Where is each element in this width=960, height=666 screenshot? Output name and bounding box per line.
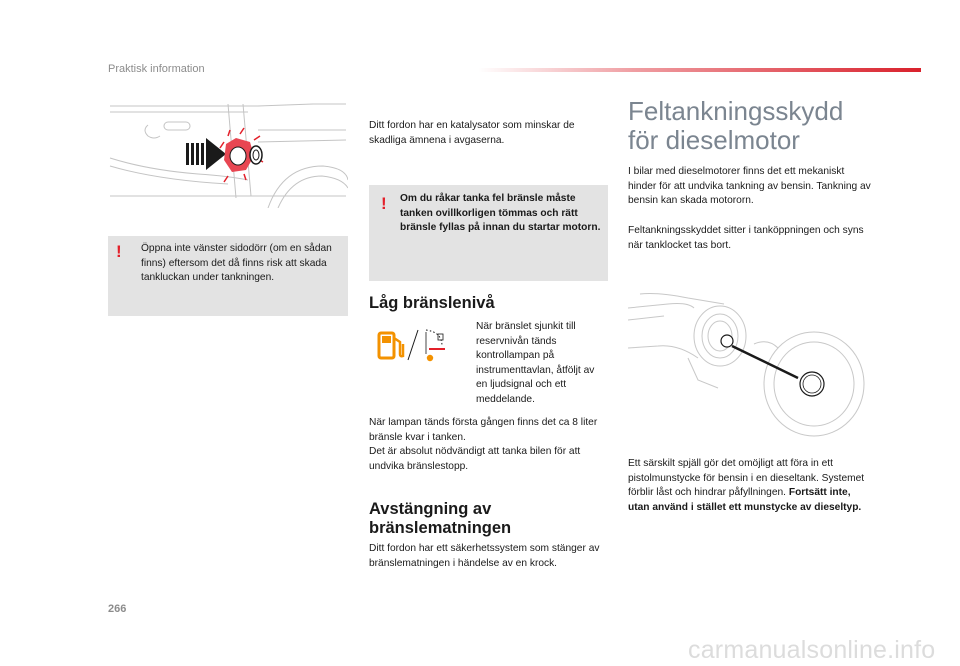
- page-number: 266: [108, 603, 127, 615]
- wrong-fuel-warning-box: [369, 185, 608, 281]
- fuel-shutoff-text: Ditt fordon har ett säkerhetssystem som stänger av bränslematningen i händelse av en krock.: [369, 543, 600, 569]
- door-warning-box: [108, 236, 348, 316]
- warning-exclamation-icon: !: [381, 194, 387, 213]
- fuel-flap-illustration: [108, 100, 348, 208]
- low-fuel-icons: [372, 324, 448, 364]
- low-fuel-lamp-text: När bränslet sjunkit till reservnivån tänds kontrollampan på instrumenttavlan, åtföljt av en ljudsignal och ett meddelande.: [476, 321, 595, 405]
- door-warning-text: Öppna inte vänster sidodörr (om en sådan finns) eftersom det då finns risk att skada tankluckan under tankningen.: [141, 243, 332, 284]
- watermark: carmanualsonline.info: [688, 636, 936, 664]
- low-fuel-para2: Det är absolut nödvändigt att tanka bilen för att undvika bränslestopp.: [369, 446, 581, 472]
- fuel-shutoff-heading: Avstängning av bränslematningen: [369, 500, 512, 537]
- misfuel-para1: I bilar med dieselmotorer finns det ett mekaniskt hinder för att undvika tankning av bensin. Tankning av bensin kan skada motororn.: [628, 166, 871, 207]
- catalyst-text: Ditt fordon har en katalysator som minskar de skadliga ämnena i avgaserna.: [369, 120, 575, 146]
- low-fuel-heading: Låg bränslenivå: [369, 294, 495, 312]
- misfuel-device-illustration: [628, 288, 868, 438]
- misfuel-para3-bold: Fortsätt inte, utan använd i stället ett munstycke av dieseltyp.: [628, 487, 862, 513]
- header-accent-bar: [478, 68, 921, 72]
- section-title: Praktisk information: [108, 63, 205, 75]
- misfuel-prevention-heading: Feltankningsskydd för dieselmotor: [628, 96, 844, 155]
- misfuel-para2: Feltankningsskyddet sitter i tanköppningen och syns när tanklocket tas bort.: [628, 225, 864, 251]
- misfuel-para3: [628, 457, 873, 515]
- low-fuel-para1: När lampan tänds första gången finns det ca 8 liter bränsle kvar i tanken.: [369, 417, 598, 443]
- warning-exclamation-icon: !: [116, 242, 122, 261]
- fuel-pump-icon: [379, 333, 403, 358]
- misfuel-para3-text: Ett särskilt spjäll gör det omöjligt att föra in ett pistolmunstycke för bensin i en dieseltank. Systemet förblir låst och hindrar påfyllningen.: [628, 458, 865, 499]
- fuel-gauge-icon: [426, 330, 445, 361]
- wrong-fuel-warning-text: Om du råkar tanka fel bränsle måste tanken ovillkorligen tömmas och rätt bränsle fyllas på innan du startar motorn.: [400, 193, 601, 234]
